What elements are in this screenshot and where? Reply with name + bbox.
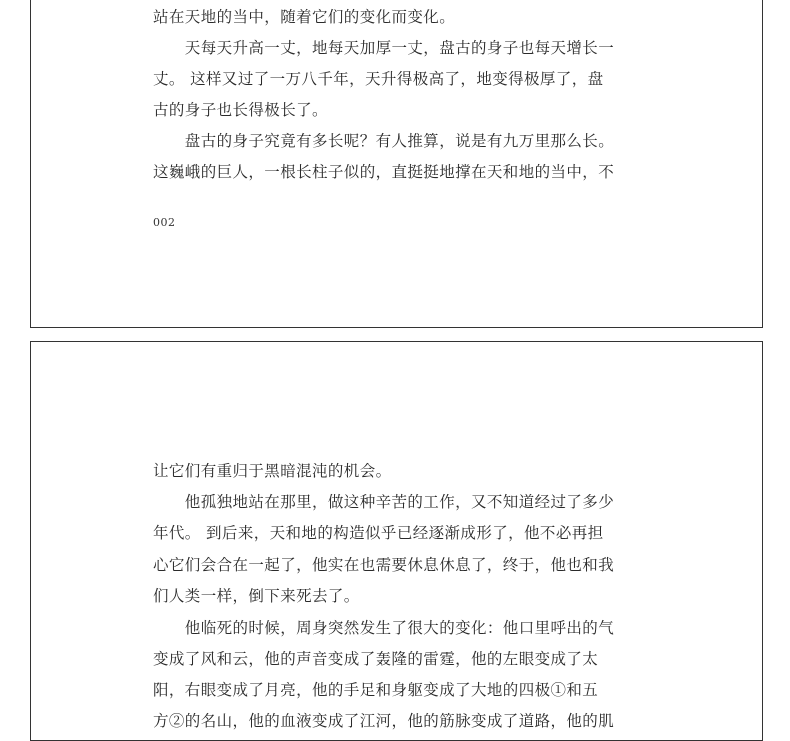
text-line: 盘古的身子究竟有多长呢？有人推算，说是有九万里那么长。 <box>153 132 615 150</box>
text-line: 方②的名山，他的血液变成了江河，他的筋脉变成了道路，他的肌 <box>153 712 615 730</box>
book-page-bottom <box>30 341 763 741</box>
text-line: 变成了风和云，他的声音变成了轰隆的雷霆，他的左眼变成了太 <box>153 650 599 668</box>
text-line: 这巍峨的巨人，一根长柱子似的，直挺挺地撑在天和地的当中，不 <box>153 163 615 181</box>
text-line: 阳，右眼变成了月亮，他的手足和身躯变成了大地的四极①和五 <box>153 681 599 699</box>
text-line: 天每天升高一丈，地每天加厚一丈，盘古的身子也每天增长一 <box>153 39 615 57</box>
text-line: 古的身子也长得极长了。 <box>153 101 328 119</box>
book-page-top <box>30 0 763 328</box>
text-line: 丈。 这样又过了一万八千年，天升得极高了，地变得极厚了，盘 <box>153 70 604 88</box>
text-line: 年代。 到后来，天和地的构造似乎已经逐渐成形了，他不必再担 <box>153 524 604 542</box>
text-line: 他孤独地站在那里，做这种辛苦的工作，又不知道经过了多少 <box>153 493 615 511</box>
text-line: 们人类一样，倒下来死去了。 <box>153 587 360 605</box>
text-line: 他临死的时候，周身突然发生了很大的变化：他口里呼出的气 <box>153 619 615 637</box>
page-number: 002 <box>153 216 176 229</box>
text-line: 心它们会合在一起了，他实在也需要休息休息了，终于，他也和我 <box>153 556 615 574</box>
text-line: 站在天地的当中，随着它们的变化而变化。 <box>153 8 456 26</box>
text-line: 让它们有重归于黑暗混沌的机会。 <box>153 462 392 480</box>
